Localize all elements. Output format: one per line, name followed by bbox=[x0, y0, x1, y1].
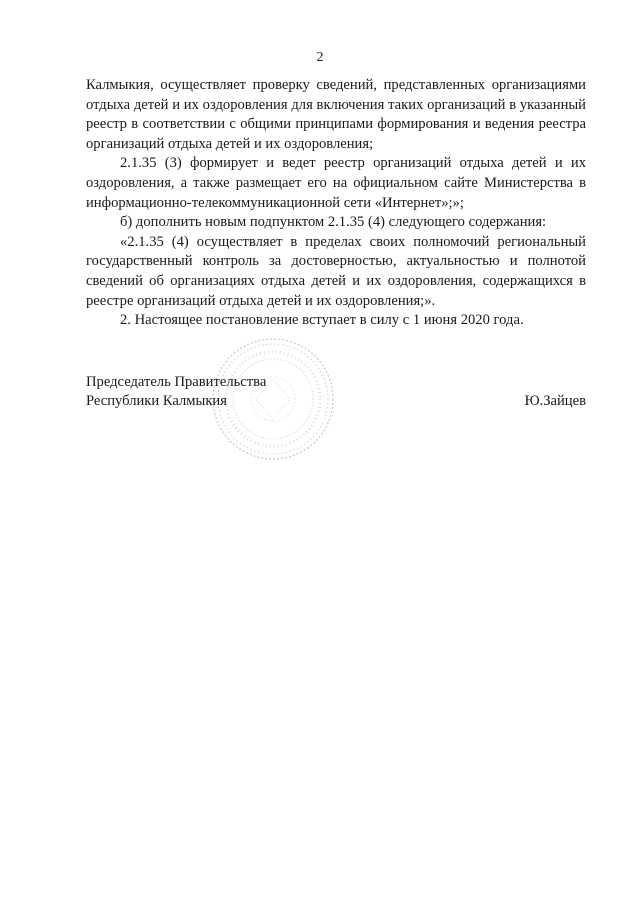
signatory-organization: Республики Калмыкия bbox=[86, 393, 227, 409]
page-number: 2 bbox=[316, 50, 324, 65]
paragraph-effective-date: 2. Настоящее постановление вступает в силу с 1 июня 2020 года. bbox=[120, 312, 524, 329]
paragraph-2-1-35-3: 2.1.35 (3) формирует и ведет реестр организаций отдыха детей и их оздоровления, а также размещает его на официальном сайте Министерства в информационно-телекоммуникационной сети «Интернет»;»; bbox=[86, 155, 586, 211]
paragraph-continuation: Калмыкия, осуществляет проверку сведений, представленных организациями отдыха детей и их оздоровления для включения таких организаций в указанный реестр в соответствии с общими принципами формирования и ведения реестра организаций отдыха детей и их оздоровления; bbox=[86, 77, 586, 152]
document-body bbox=[86, 76, 586, 331]
paragraph-subitem-b: б) дополнить новым подпунктом 2.1.35 (4) следующего содержания: bbox=[120, 214, 547, 231]
paragraph-2-1-35-4: «2.1.35 (4) осуществляет в пределах своих полномочий региональный государственный контроль за достоверностью, актуальностью и полнотой сведений об организациях отдыха детей и их оздоровления, содержащихся в реестре организаций отдыха детей и их оздоровления;». bbox=[86, 233, 586, 309]
signatory-name: Ю.Зайцев bbox=[524, 393, 586, 409]
signatory-title: Председатель Правительства bbox=[86, 374, 267, 390]
signature-block bbox=[86, 373, 586, 411]
